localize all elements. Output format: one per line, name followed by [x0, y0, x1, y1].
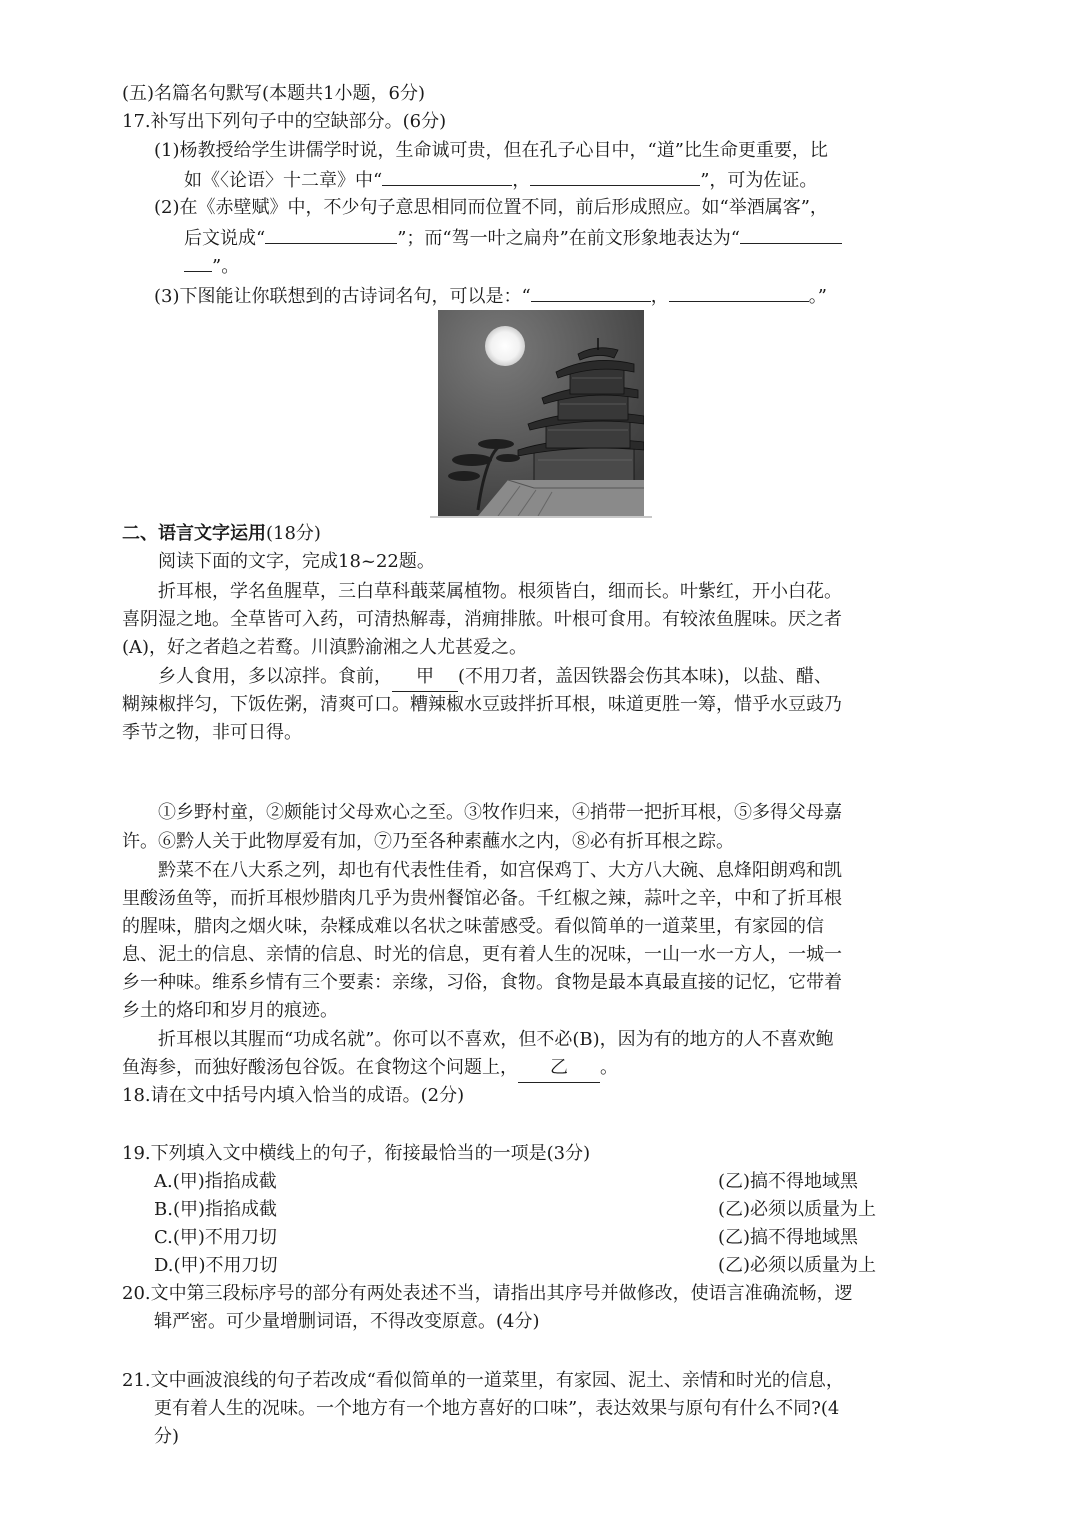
- option-a-left[interactable]: A.(甲)指掐成截: [154, 1171, 277, 1192]
- question-19-stem: 19.下列填入文中横线上的句子，衔接最恰当的一项是(3分): [122, 1143, 591, 1164]
- q17-part3-text-b: ，: [650, 286, 669, 307]
- passage-para3-line2: 许。⑥黔人关于此物厚爱有加，⑦乃至各种素蘸水之内，⑧必有折耳根之踪。: [122, 831, 734, 852]
- answer-blank-continued[interactable]: [184, 251, 212, 272]
- option-c-left[interactable]: C.(甲)不用刀切: [154, 1227, 277, 1248]
- full-moon: [485, 326, 525, 366]
- passage-para1-line3: (A)，好之者趋之若鹜。川滇黔渝湘之人尤甚爱之。: [122, 637, 528, 658]
- q17-part1-line2: [184, 165, 817, 195]
- section-heading: [122, 520, 321, 548]
- passage-para5-line2: [122, 1054, 618, 1083]
- figure-divider: [430, 516, 652, 518]
- passage-para4-line5: 乡一种味。维系乡情有三个要素：亲缘，习俗，食物。食物是最本真最直接的记忆，它带着: [122, 972, 842, 993]
- q17-part1-text-a: 如《〈论语〉十二章》中“: [184, 170, 383, 191]
- question-21-line1: 21.文中画波浪线的句子若改成“看似简单的一道菜里，有家园、泥土、亲情和时光的信息，: [122, 1370, 844, 1391]
- answer-blank[interactable]: [740, 223, 842, 244]
- passage-para3-line1: ①乡野村童，②颇能讨父母欢心之至。③牧作归来，④捎带一把折耳根，⑤多得父母嘉: [158, 802, 842, 823]
- q17-part2-line3: [184, 251, 239, 281]
- passage-para4-line3: 的腥味，腊肉之烟火味，杂糅成难以名状之味蕾感受。看似简单的一道菜里，有家园的信: [122, 916, 824, 937]
- question-20-line1: 20.文中第三段标序号的部分有两处表述不当，请指出其序号并做修改，使语言准确流畅，逻: [122, 1283, 853, 1304]
- section-title: (五)名篇名句默写(本题共1小题，6分): [122, 83, 425, 104]
- q17-part1-text-b: ，: [512, 170, 531, 191]
- passage-para4-line2: 里酸汤鱼等，而折耳根炒腊肉几乎为贵州餐馆必备。千红椒之辣，蒜叶之辛，中和了折耳根: [122, 888, 842, 909]
- section-heading-title: 二、语言文字运用: [122, 523, 266, 544]
- q17-part2-line2: [184, 223, 842, 253]
- option-b-right[interactable]: (乙)必须以质量为上: [718, 1199, 877, 1220]
- passage-para2-text-a: 乡人食用，多以凉拌。食前，: [158, 666, 392, 687]
- option-d-right[interactable]: (乙)必须以质量为上: [718, 1255, 877, 1276]
- question-21-line2: 更有着人生的况味。一个地方有一个地方喜好的口味”，表达效果与原句有什么不同?(4: [154, 1398, 840, 1419]
- passage-para5-line1: 折耳根以其腥而“功成名就”。你可以不喜欢，但不必(B)，因为有的地方的人不喜欢鲍: [158, 1029, 834, 1050]
- q17-part1-text-c: ”，可为佐证。: [700, 170, 818, 191]
- passage-para2-line1: [158, 663, 832, 692]
- section-heading-score: (18分): [266, 523, 321, 544]
- question-21-line3: 分): [154, 1426, 180, 1447]
- blank-jia[interactable]: 甲: [392, 663, 458, 692]
- q17-part2-text-c: ”。: [212, 256, 240, 277]
- option-d-left[interactable]: D.(甲)不用刀切: [154, 1255, 278, 1276]
- passage-para2-line3: 季节之物，非可日得。: [122, 722, 302, 743]
- pavilion-moon-illustration: [438, 310, 644, 516]
- option-b-left[interactable]: B.(甲)指掐成截: [154, 1199, 277, 1220]
- reading-instruction: 阅读下面的文字，完成18~22题。: [158, 551, 435, 572]
- passage-para1-line2: 喜阴湿之地。全草皆可入药，可清热解毒，消痈排脓。叶根可食用。有较浓鱼腥味。厌之者: [122, 609, 842, 630]
- q17-part2-text-b: ”；而“驾一叶之扁舟”在前文形象地表达为“: [397, 228, 741, 249]
- passage-para2-text-b: (不用刀者，盖因铁器会伤其本味)，以盐、醋、: [458, 666, 833, 687]
- passage-para1-line1: 折耳根，学名鱼腥草，三白草科蕺菜属植物。根须皆白，细而长。叶紫红，开小白花。: [158, 581, 842, 602]
- q17-part3-text-a: (3)下图能让你联想到的古诗词名句，可以是：“: [154, 286, 531, 307]
- passage-para5-text-a: 鱼海参，而独好酸汤包谷饭。在食物这个问题上，: [122, 1057, 518, 1078]
- q17-part1-line1: (1)杨教授给学生讲儒学时说，生命诚可贵，但在孔子心目中，“道”比生命更重要，比: [154, 140, 828, 161]
- answer-blank[interactable]: [530, 165, 700, 186]
- passage-para4-line1: 黔菜不在八大系之列，却也有代表性佳肴，如宫保鸡丁、大方八大碗、息烽阳朗鸡和凯: [158, 860, 842, 881]
- passage-para4-line4: 息、泥土的信息、亲情的信息、时光的信息，更有着人生的况味，一山一水一方人，一城一: [122, 944, 842, 965]
- q17-part3-text-c: 。”: [808, 286, 827, 307]
- answer-blank[interactable]: [531, 281, 651, 302]
- question-20-line2: 辑严密。可少量增删词语，不得改变原意。(4分): [154, 1311, 540, 1332]
- q17-part2-line1: (2)在《赤壁赋》中，不少句子意思相同而位置不同，前后形成照应。如“举酒属客”，: [154, 197, 828, 218]
- option-c-right[interactable]: (乙)搞不得地域黑: [718, 1227, 859, 1248]
- answer-blank[interactable]: [382, 165, 512, 186]
- q17-part2-text-a: 后文说成“: [184, 228, 266, 249]
- passage-para4-line6: 乡土的烙印和岁月的痕迹。: [122, 1000, 338, 1021]
- passage-para5-text-b: 。: [600, 1057, 618, 1078]
- question-17-stem: 17.补写出下列句子中的空缺部分。(6分): [122, 111, 447, 132]
- answer-blank[interactable]: [265, 223, 397, 244]
- option-a-right[interactable]: (乙)搞不得地域黑: [718, 1171, 859, 1192]
- blank-yi[interactable]: 乙: [518, 1054, 600, 1083]
- question-18: 18.请在文中括号内填入恰当的成语。(2分): [122, 1085, 465, 1106]
- q17-part3-line: [154, 281, 827, 311]
- passage-para2-line2: 糊辣椒拌匀，下饭佐粥，清爽可口。糟辣椒水豆豉拌折耳根，味道更胜一筹，惜乎水豆豉乃: [122, 694, 842, 715]
- answer-blank[interactable]: [669, 281, 809, 302]
